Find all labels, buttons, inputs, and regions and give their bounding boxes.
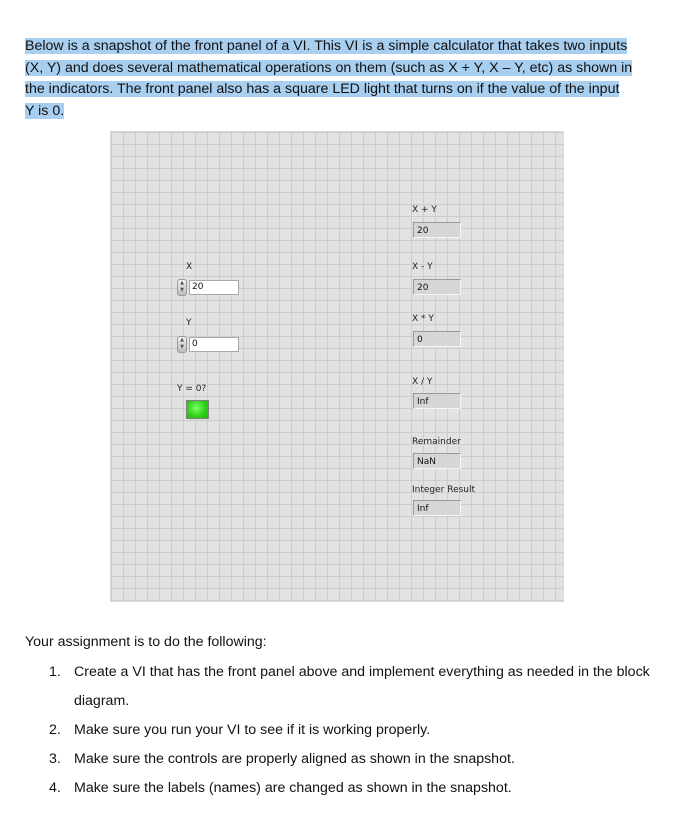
led-label: Y = 0?	[177, 384, 207, 394]
task-number: 1.	[49, 664, 61, 680]
task-text: Create a VI that has the front panel above and implement everything as needed in the block diagram.	[74, 664, 650, 709]
x-control-label: X	[186, 262, 193, 272]
y-control-label: Y	[186, 318, 192, 328]
x-increment-decrement-icon[interactable]: ▲ ▼	[177, 279, 187, 296]
indicator-difference: 20	[413, 279, 461, 295]
task-text: Make sure the labels (names) are changed as shown in the snapshot.	[74, 780, 512, 796]
list-item	[49, 658, 659, 716]
indicator-integer-result: Inf	[413, 500, 461, 516]
indicator-quotient: Inf	[413, 393, 461, 409]
led-indicator	[186, 400, 209, 419]
indicator-label-quotient: X / Y	[412, 377, 433, 387]
indicator-label-remainder: Remainder	[412, 437, 461, 447]
indicator-label-difference: X - Y	[412, 262, 433, 272]
task-number: 2.	[49, 722, 61, 738]
y-numeric-control[interactable]: 0	[189, 337, 239, 352]
indicator-product: 0	[413, 331, 461, 347]
task-number: 4.	[49, 780, 61, 796]
y-increment-decrement-icon[interactable]: ▲ ▼	[177, 336, 187, 353]
intro-line: Below is a snapshot of the front panel of a VI. This VI is a simple calculator that takes two inputs	[25, 38, 628, 54]
task-text: Make sure you run your VI to see if it is working properly.	[74, 722, 431, 738]
intro-line: Y is 0.	[25, 102, 65, 119]
indicator-label-integer-result: Integer Result	[412, 485, 476, 495]
indicator-label-sum: X + Y	[412, 205, 437, 215]
intro-line: the indicators. The front panel also has a square LED light that turns on if the value of the input	[25, 81, 620, 97]
list-item	[49, 774, 659, 803]
intro-paragraph	[25, 36, 653, 122]
indicator-remainder: NaN	[413, 453, 461, 469]
intro-line: (X, Y) and does several mathematical operations on them (such as X + Y, X – Y, etc) as shown in	[25, 59, 633, 76]
list-item	[49, 716, 659, 745]
indicator-label-product: X * Y	[412, 314, 434, 324]
task-text: Make sure the controls are properly aligned as shown in the snapshot.	[74, 751, 515, 767]
x-numeric-control[interactable]: 20	[189, 280, 239, 295]
list-item	[49, 745, 659, 774]
assignment-heading: Your assignment is to do the following:	[25, 634, 267, 650]
front-panel-snapshot	[110, 131, 564, 602]
task-number: 3.	[49, 751, 61, 767]
indicator-sum: 20	[413, 222, 461, 238]
task-list	[49, 658, 659, 803]
